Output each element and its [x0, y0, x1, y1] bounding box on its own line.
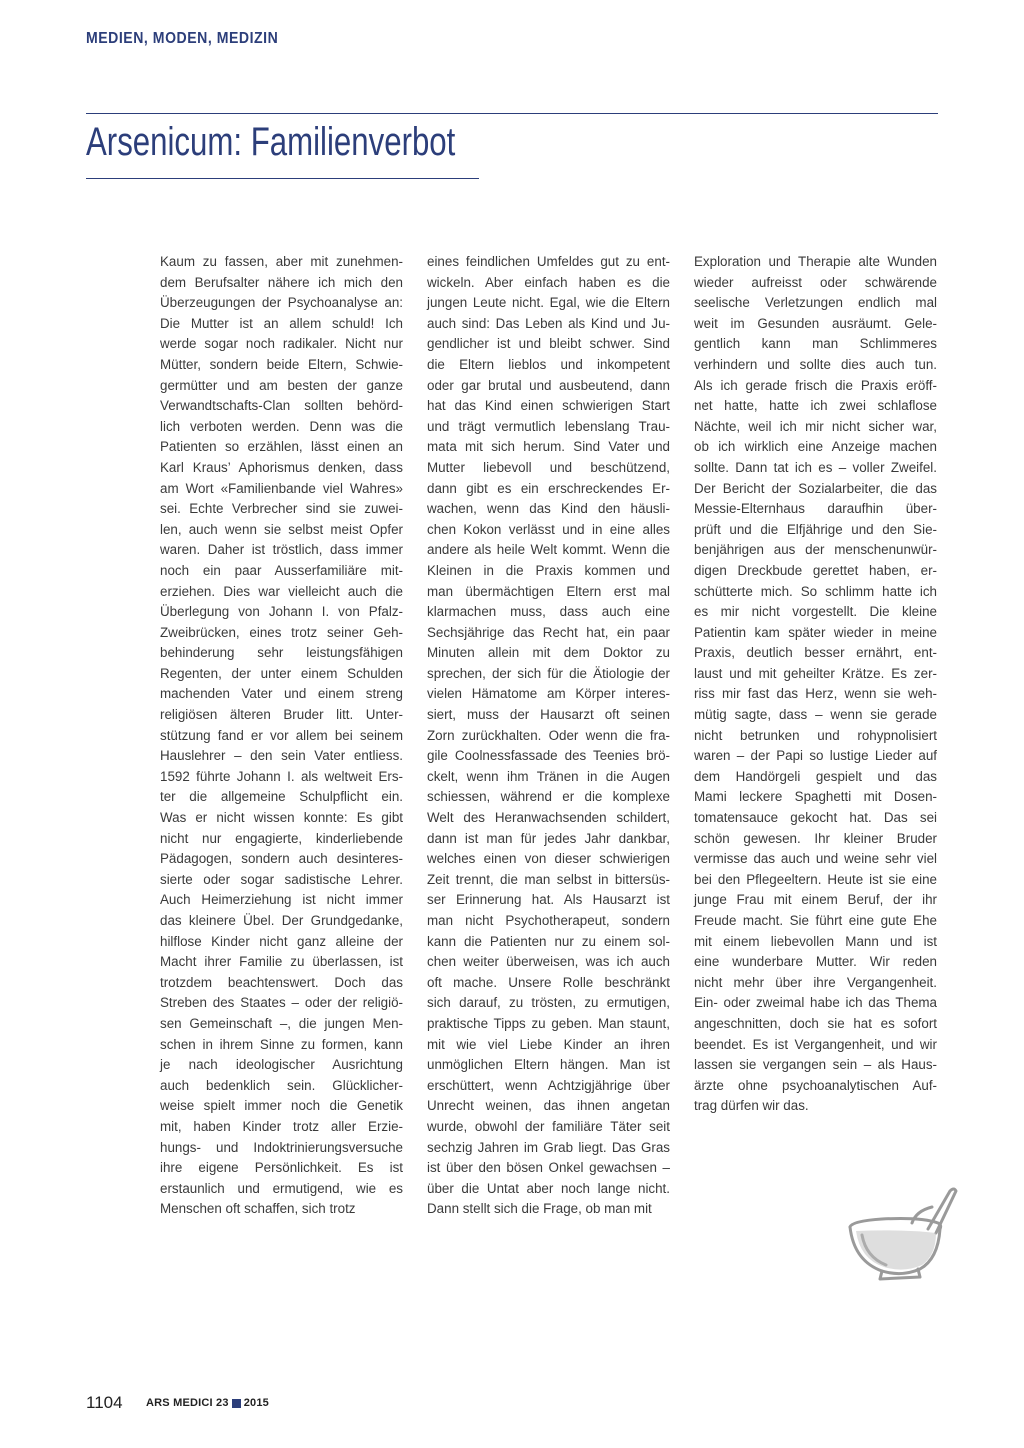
text-line: sollte. Dann tat ich es – voller Zweifel. — [694, 459, 937, 475]
text-line: Freude macht. Sie führt eine gute Ehe — [694, 913, 937, 928]
text-line: über die Untat aber noch lange nicht. — [427, 1180, 670, 1196]
text-line: unmöglichen Eltern hängen. Man ist — [427, 1057, 670, 1073]
text-line: ihre eigene Persönlichkeit. Es ist — [160, 1160, 403, 1176]
text-line: welches einen von dieser schwierigen — [427, 851, 670, 867]
text-line: junge Frau mit einem Beruf, der ihr — [694, 892, 937, 908]
text-line: Überzeugungen der Psychoanalyse an: — [160, 295, 403, 311]
text-line: Menschen oft schaffen, sich trotz — [160, 1201, 356, 1217]
text-line: Unrecht weinen, das ihnen angetan — [427, 1098, 670, 1114]
text-line: andere als heile Welt kommt. Wenn die — [427, 542, 670, 558]
text-line: sierte oder sogar sadistische Lehrer. — [160, 871, 403, 887]
text-line: man übermächtigen Eltern erst mal — [427, 583, 670, 599]
text-line: 1592 führte Johann I. als weltweit Ers- — [160, 768, 403, 784]
text-line: sich darauf, zu trösten, zu ermutigen, — [427, 995, 670, 1011]
text-line: Minuten allein mit dem Doktor zu — [427, 645, 670, 661]
text-column-3 — [694, 252, 937, 1117]
text-line: Mütter, sondern beide Eltern, Schwie- — [160, 356, 403, 372]
text-line: dann ist man für jedes Jahr dankbar, — [427, 830, 670, 846]
text-line: vermisse das auch und weine sehr viel — [694, 851, 937, 867]
text-line: religiösen älteren Bruder litt. Unter- — [160, 707, 403, 723]
top-rule — [86, 113, 938, 114]
text-line: schiessen, während er die komplexe — [427, 789, 670, 805]
text-line: Als ich gerade frisch die Praxis eröff- — [694, 377, 937, 393]
text-line: hilflose Kinder nicht ganz alleine der — [160, 933, 403, 949]
text-line: Welt des Heranwachsenden schildert, — [427, 810, 670, 826]
text-line: lassen sie vergangen sein – als Haus- — [694, 1057, 937, 1073]
text-line: Messie-Elternhaus daraufhin über- — [694, 501, 937, 517]
text-line: Was er nicht wissen konnte: Es gibt — [160, 810, 403, 826]
text-line: ter die allgemeine Schulpflicht ein. — [160, 789, 403, 805]
text-line: noch ein paar Ausserfamiliäre mit- — [160, 562, 403, 578]
text-line: beendet. Es ist Vergangenheit, und wir — [694, 1036, 937, 1052]
text-line: Exploration und Therapie alte Wunden — [694, 254, 937, 269]
journal-name: ARS MEDICI 23 — [146, 1397, 229, 1409]
journal-footer — [146, 1397, 269, 1409]
text-line: dem Handörgeli gespielt und das — [694, 768, 937, 784]
text-line: ist über den bösen Onkel gewachsen – — [427, 1160, 670, 1176]
journal-year: 2015 — [243, 1397, 269, 1409]
text-line: weise spielt immer noch die Genetik — [160, 1098, 403, 1114]
text-line: wieder aufreisst oder schwärende — [694, 274, 937, 290]
title-rule — [86, 178, 479, 179]
text-line: Patienten so erzählen, lässt einen an — [160, 439, 403, 455]
text-line: man nicht Psychotherapeut, sondern — [427, 913, 670, 928]
text-line: weit im Gesunden ausräumt. Gele- — [694, 315, 937, 331]
text-line: schön gewesen. Ihr kleiner Bruder — [694, 830, 937, 846]
text-line: ckelt, wenn ihm Tränen in die Augen — [427, 768, 670, 784]
text-line: Zweibrücken, eines trotz seiner Geh- — [160, 624, 403, 640]
text-line: hungs- und Indoktrinierungsversuche — [160, 1139, 403, 1155]
text-line: eines feindlichen Umfeldes gut zu ent- — [427, 254, 670, 269]
text-line: siert, muss der Hausarzt oft seinen — [427, 707, 670, 723]
text-line: riss mir fast das Herz, wenn sie weh- — [694, 686, 937, 702]
text-line: stützung fand er vor allem bei seinem — [160, 727, 403, 743]
article-title: Arsenicum: Familienverbot — [86, 120, 456, 164]
separator-square — [232, 1399, 241, 1408]
text-line: mütig sagte, dass – wenn sie gerade — [694, 707, 937, 723]
text-line: seelische Verletzungen endlich mal — [694, 295, 937, 311]
text-line: erschüttert, wenn Achtzigjährige über — [427, 1077, 670, 1093]
text-line: wickeln. Aber einfach haben es die — [427, 274, 670, 290]
text-line: gile Coolnessfassade des Teenies brö- — [427, 748, 670, 764]
text-line: verhindern und sollte dies auch tun. — [694, 356, 937, 372]
text-line: lich verboten werden. Denn was die — [160, 418, 403, 434]
text-line: machenden Vater und einem streng — [160, 686, 403, 702]
text-line: Sechsjährige das Recht hat, ein paar — [427, 624, 670, 640]
text-line: oft mache. Unsere Rolle beschränkt — [427, 974, 670, 990]
text-line: Pädagogen, sondern auch desinteres- — [160, 851, 403, 867]
text-line: Macht ihrer Familie zu überlassen, ist — [160, 954, 403, 970]
text-line: Der Bericht der Sozialarbeiter, die das — [694, 480, 937, 496]
text-line: nicht betrunken und rohypnolisiert — [694, 727, 937, 743]
text-line: auch bedenklich sein. Glücklicher- — [160, 1077, 403, 1093]
text-line: kann die Patienten nur zu einem sol- — [427, 933, 670, 949]
text-line: germütter und am besten der ganze — [160, 377, 403, 393]
text-line: und trägt vermutlich lebenslang Trau- — [427, 418, 670, 434]
text-line: prüft und die Elfjährige und den Sie- — [694, 521, 937, 537]
text-line: Dann stellt sich die Frage, ob man mit — [427, 1201, 652, 1217]
text-line: ob ich wirklich eine Anzeige machen — [694, 439, 937, 455]
text-line: waren. Daher ist tröstlich, dass immer — [160, 542, 403, 558]
text-line: mata mit sich herum. Sind Vater und — [427, 439, 670, 455]
text-column-2 — [427, 252, 670, 1220]
text-line: Karl Kraus’ Aphorismus denken, dass — [160, 459, 403, 475]
text-line: praktische Tipps zu geben. Man staunt, — [427, 1015, 670, 1031]
text-line: Überlegung von Johann I. von Pfalz- — [160, 604, 403, 620]
text-line: angeschnitten, doch sie hat es sofort — [694, 1015, 937, 1031]
text-line: bei den Pflegeeltern. Heute ist sie eine — [694, 871, 937, 887]
text-line: sei. Echte Verbrecher sind sie zuwei- — [160, 501, 403, 517]
text-line: die Eltern lieblos und inkompetent — [427, 356, 670, 372]
text-line: am Wort «Familienbande viel Wahres» — [160, 480, 403, 496]
text-line: Mami leckere Spaghetti mit Dosen- — [694, 789, 937, 805]
text-line: Mutter liebevoll und beschützend, — [427, 459, 670, 475]
text-line: schen in ihrem Sinne zu formen, kann — [160, 1036, 403, 1052]
text-line: Praxis, deutlich besser ernährt, ent- — [694, 645, 937, 661]
text-line: werde sogar noch radikaler. Nicht nur — [160, 336, 403, 352]
text-line: sechzig Jahren im Grab liegt. Das Gras — [427, 1139, 670, 1155]
text-line: schütterte mich. So schlimm hatte ich — [694, 583, 937, 599]
text-line: Die Mutter ist an allem schuld! Ich — [160, 315, 403, 331]
text-line: Streben des Staates – oder der religiö- — [160, 995, 403, 1011]
text-line: ser Erinnerung hat. Als Hausarzt ist — [427, 892, 670, 908]
text-line: Hauslehrer – den sein Vater entliess. — [160, 748, 403, 764]
text-line: gentlich kann man Schlimmeres — [694, 336, 937, 352]
text-line: wachen, wenn das Kind den häusli- — [427, 501, 670, 517]
text-line: chen Kokon verlässt und in eine alles — [427, 521, 670, 537]
text-line: laust und mit geheilter Krätze. Es zer- — [694, 665, 937, 681]
text-line: trag dürfen wir das. — [694, 1098, 809, 1114]
text-line: len, auch wenn sie selbst meist Opfer — [160, 521, 403, 537]
text-line: Zeit trennt, die man selbst in bittersüs- — [427, 871, 670, 887]
text-line: Patientin kam später wieder in meine — [694, 624, 937, 640]
text-line: hat das Kind einen schwierigen Start — [427, 398, 670, 414]
text-line: dem Berufsalter nähere ich mich den — [160, 274, 403, 290]
text-line: erziehen. Dies war vielleicht auch die — [160, 583, 403, 599]
text-line: chen weiter überweisen, was ich auch — [427, 954, 670, 970]
text-line: mit einem liebevollen Mann und ist — [694, 933, 937, 949]
text-line: Verwandtschafts-Clan sollten behörd- — [160, 398, 403, 414]
text-line: Zorn zurückhalten. Oder wenn die fra- — [427, 727, 670, 743]
text-line: Kaum zu fassen, aber mit zunehmen- — [160, 254, 403, 269]
text-line: dann gibt es ein erschreckendes Er- — [427, 480, 670, 496]
text-line: es mir nicht vorgestellt. Die kleine — [694, 604, 937, 620]
text-line: erstaunlich und ermutigend, wie es — [160, 1180, 403, 1196]
text-line: digen Dreckbude gerettet haben, er- — [694, 562, 937, 578]
text-line: das kleinere Übel. Der Grundgedanke, — [160, 913, 403, 928]
text-line: vielen Hämatome am Körper interes- — [427, 686, 670, 702]
text-line: jungen Leute nicht. Egal, wie die Eltern — [427, 295, 670, 311]
text-line: waren – der Papi so lustige Lieder auf — [694, 748, 937, 764]
text-line: auch sind: Das Leben als Kind und Ju- — [427, 315, 670, 331]
text-line: ärzte ohne psychoanalytischen Auf- — [694, 1077, 937, 1093]
text-line: behinderung sehr leistungsfähigen — [160, 645, 403, 661]
text-line: eine wunderbare Mutter. Wir reden — [694, 954, 937, 970]
text-line: klarmachen muss, dass auch eine — [427, 604, 670, 620]
text-line: nicht mehr über ihre Vergangenheit. — [694, 974, 937, 990]
mortar-and-pestle-icon — [842, 1183, 960, 1283]
text-line: Nächte, weil ich mir nicht sicher war, — [694, 418, 937, 434]
text-line: tomatensauce gekocht hat. Das sei — [694, 810, 937, 826]
text-line: je nach ideologischer Ausrichtung — [160, 1057, 403, 1073]
section-label: MEDIEN, MODEN, MEDIZIN — [86, 30, 279, 47]
text-line: gendlicher ist und bleibt schwer. Sind — [427, 336, 670, 352]
text-line: Kleinen in die Praxis kommen und — [427, 562, 670, 578]
text-line: sprechen, der sich für die Ätiologie der — [427, 665, 670, 681]
text-column-1 — [160, 252, 403, 1220]
text-line: Regenten, der unter einem Schulden — [160, 665, 403, 681]
text-line: benjährigen aus der menschenunwür- — [694, 542, 937, 558]
text-line: wurde, obwohl der familiäre Täter seit — [427, 1118, 670, 1134]
text-line: net hatte, hatte ich zwei schlaflose — [694, 398, 937, 414]
text-line: nicht nur engagierte, kinderliebende — [160, 830, 403, 846]
text-line: mit wie viel Liebe Kinder an ihren — [427, 1036, 670, 1052]
text-line: sen Gemeinschaft –, die jungen Men- — [160, 1015, 403, 1031]
text-line: Auch Heimerziehung ist nicht immer — [160, 892, 403, 908]
page-number: 1104 — [86, 1393, 123, 1412]
text-line: oder gar brutal und ausbeutend, dann — [427, 377, 670, 393]
text-line: Ein- oder zweimal habe ich das Thema — [694, 995, 937, 1011]
text-line: trotzdem beachtenswert. Doch das — [160, 974, 403, 990]
text-line: mit, haben Kinder trotz aller Erzie- — [160, 1118, 403, 1134]
